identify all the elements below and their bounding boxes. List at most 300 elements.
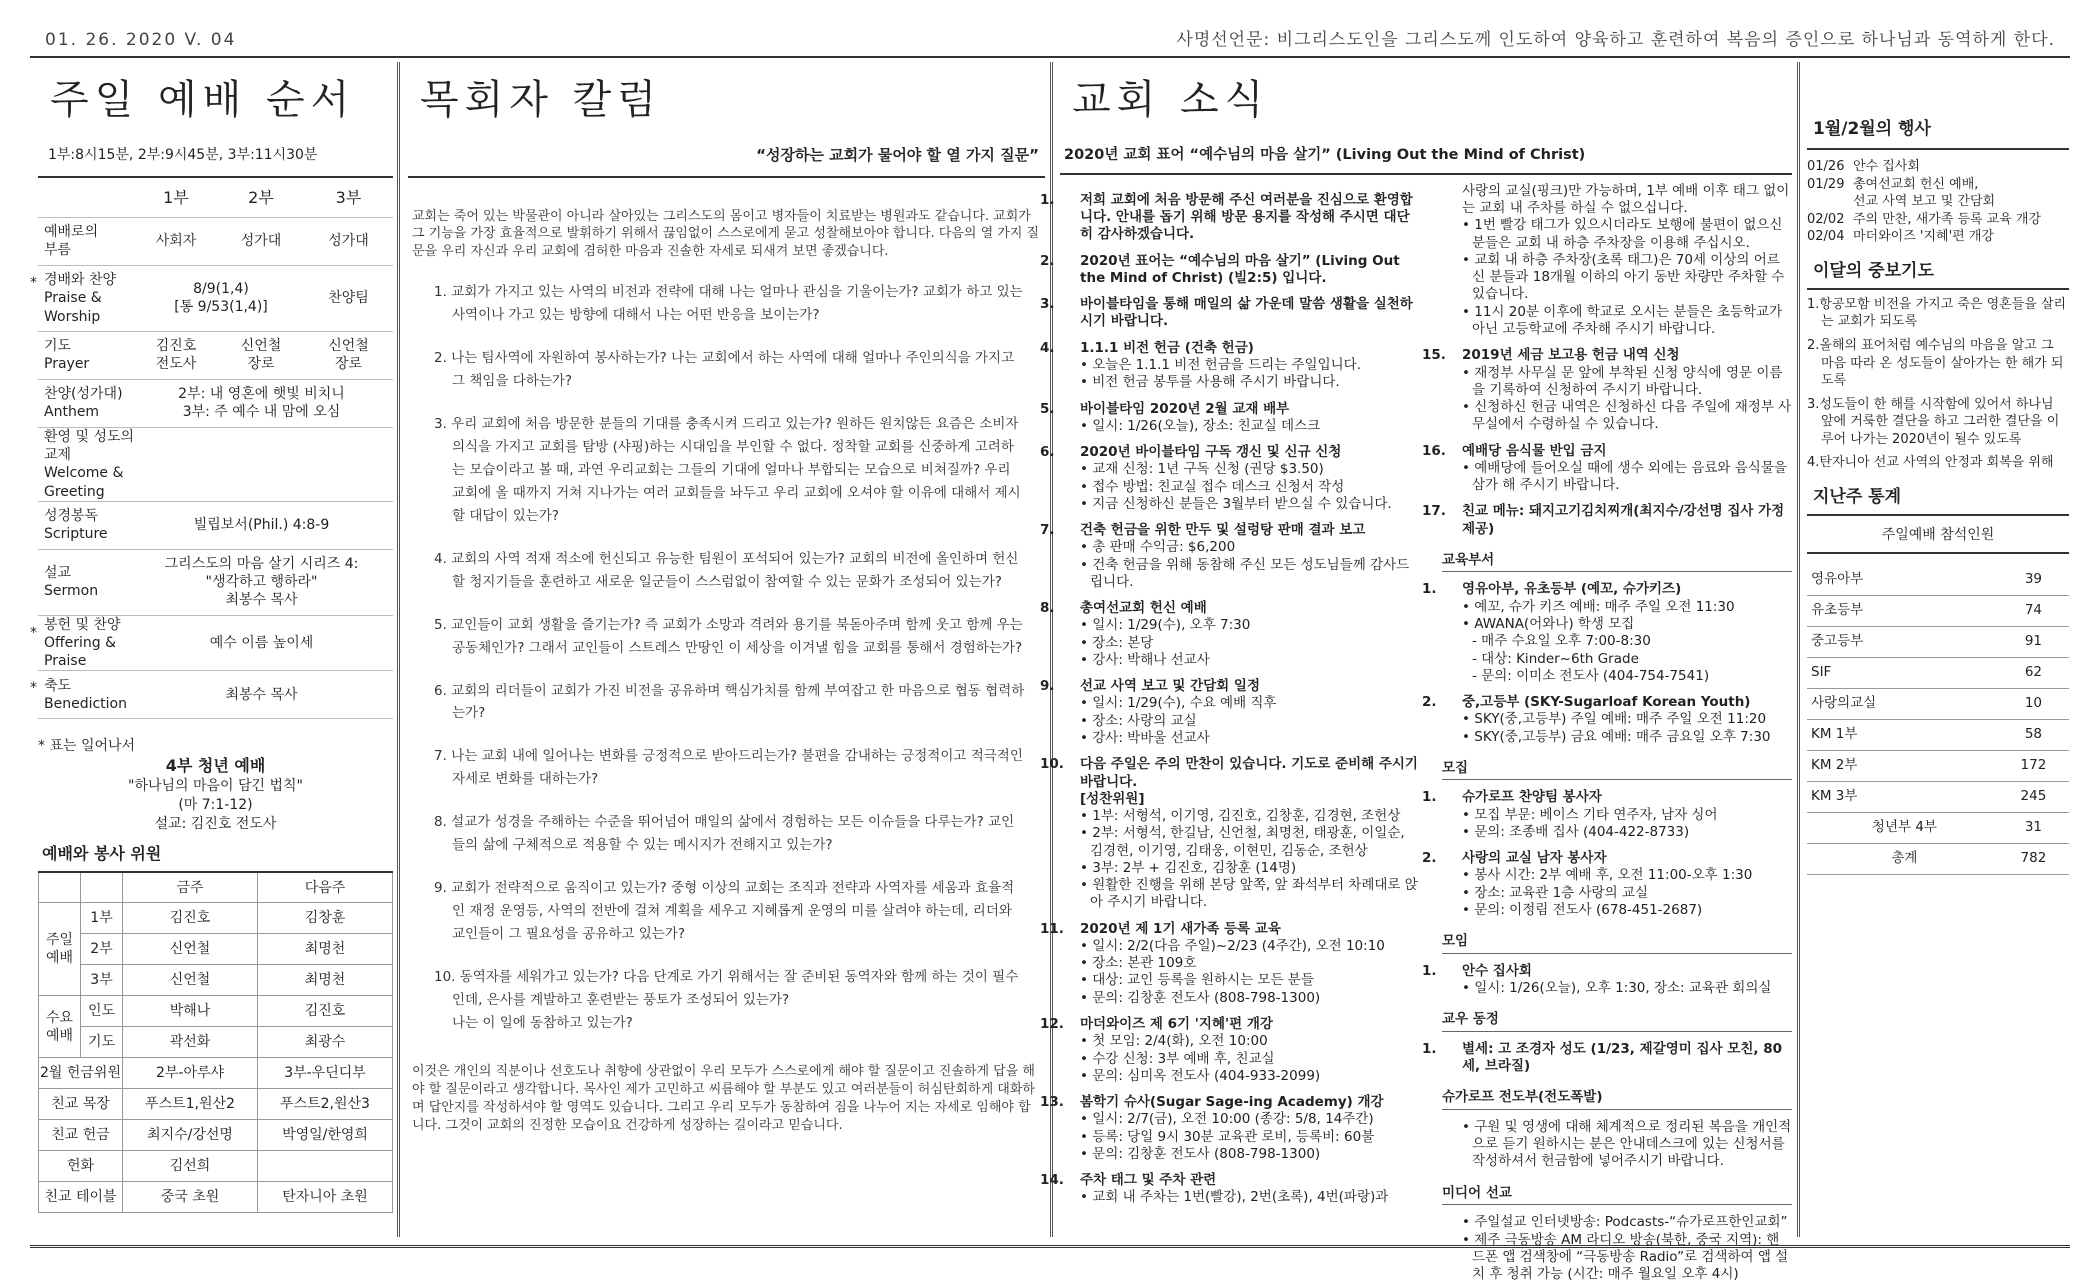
worship-title: 주일 예배 순서: [50, 77, 356, 123]
youth-service: [38, 755, 393, 834]
volunteer-role: 친교 테이블: [39, 1182, 123, 1213]
news-item-heading: [1422, 503, 1792, 538]
news-item-line: • 교회 내 하층 주차장(초록 태그)은 70세 이상의 어르신 분들과 18개월 이하의 아기 동반 차량만 주차할 수 있습니다.: [1462, 251, 1785, 303]
stats-row: [1807, 781, 2069, 812]
news-item: [1422, 962, 1792, 998]
order-value: 예수 이름 높이세: [209, 634, 314, 651]
news-item-line: • 문의: 조종배 집사 (404-422-8733): [1462, 823, 1690, 840]
news-item-heading: [1422, 347, 1792, 364]
standing-note: * 표는 일어나서: [38, 738, 136, 755]
order-label: 기도 Prayer: [44, 338, 90, 373]
stats-row: [1807, 719, 2069, 750]
this-week-header: 금주: [123, 872, 258, 903]
news-item-number: 11.: [1040, 920, 1064, 937]
news-left-list: [1040, 183, 1420, 1283]
volunteer-next-week: 김진호: [258, 996, 393, 1027]
volunteer-this-week: 푸스트1,원산2: [123, 1089, 258, 1120]
news-item-body: [1060, 617, 1420, 669]
news-item-title: 별세: 고 조경자 성도 (1/23, 제갈영미 집사 모친, 80세, 브라질): [1462, 1040, 1782, 1075]
news-item-title: 총여선교회 헌신 예배: [1080, 600, 1207, 617]
volunteer-role: 3부: [81, 965, 123, 996]
news-item-heading: [1040, 444, 1420, 461]
news-item-title: 다음 주일은 주의 만찬이 있습니다. 기도로 준비해 주시기 바랍니다. [성찬위원]: [1080, 756, 1418, 807]
news-item-line: • 문의: 김창훈 전도사 (808-798-1300): [1080, 989, 1321, 1006]
news-item-line: • 일시: 2/7(금), 오전 10:00 (종강: 5/8, 14주간): [1080, 1111, 1374, 1128]
news-item: [1040, 339, 1420, 392]
news-item-number: 1.: [1422, 581, 1437, 598]
stats-label: KM 2부: [1807, 750, 1998, 781]
stats-label: 중고등부: [1807, 626, 1998, 657]
event-text: 안수 집사회: [1853, 159, 1920, 175]
news-item-title: 2020년 바이블타임 구독 갱신 및 신규 신청: [1080, 444, 1342, 461]
news-item-heading: [1040, 1016, 1420, 1033]
prayer-item: 4.탄자니아 선교 사역의 안정과 회복을 위해: [1807, 455, 2054, 471]
order-row: [38, 550, 393, 616]
news-item-body: [1060, 1033, 1420, 1085]
stats-row: [1807, 657, 2069, 688]
column-intro: 교회는 죽어 있는 박물관이 아니라 살아있는 그리스도의 몸이고 병자들이 치료받는 병원과도 같습니다. 교회가 그 기능을 가장 효율적으로 발휘하기 위해서 끊임없이 스스로에게 묻고 성찰해보아야 합니다. 다음의 열 가지 질문을 우리 자신과 우리 교회에 겸허한 마음과 진솔한 자세로 되새겨 보면 좋겠습니다.: [412, 208, 1040, 260]
news-item-body: [1442, 711, 1792, 746]
news-item-title: 바이블타임 2020년 2월 교재 배부: [1080, 400, 1290, 417]
news-item-number: 1.: [1040, 191, 1055, 208]
volunteer-role: 2월 헌금위원: [39, 1058, 123, 1089]
event-date: 02/02: [1807, 211, 1845, 227]
volunteer-next-week: 최명천: [258, 965, 393, 996]
news-item-line: • 문의: 김창훈 전도사 (808-798-1300): [1080, 1145, 1321, 1162]
event-item: [1807, 211, 2069, 229]
stats-header: 주일예배 참석인원: [1807, 516, 2069, 554]
news-item-line: • 주일설교 인터넷방송: Podcasts-“슈가로프한인교회”: [1462, 1214, 1788, 1231]
news-item-line: - 매주 수요일 오후 7:00-8:30: [1472, 633, 1651, 650]
member-news-title: 교우 동정: [1442, 1011, 1792, 1032]
news-item-line: - 대상: Kinder~6th Grade: [1472, 650, 1639, 667]
news-item-heading: [1040, 920, 1420, 938]
service-1-header: 1부: [163, 188, 189, 208]
news-item-title: 사랑의 교실 남자 봉사자: [1462, 850, 1607, 867]
order-row: [38, 502, 393, 550]
news-item-line: • 장소: 본관 109호: [1080, 955, 1197, 972]
news-item-line: • 강사: 박바울 선교사: [1080, 730, 1210, 747]
news-item-heading: [1422, 694, 1792, 711]
column-outro: 이것은 개인의 직분이나 선호도나 취향에 상관없이 우리 모두가 스스로에게 해야 할 질문이고 진솔하게 답을 해야 할 질문이라고 생각합니다. 목사인 제가 고민하고 씨름해야 할 부분도 있고 여러분들이 허심탄회하게 대화하며 답안지를 작성하셔야 할 영역도 있습니다. 그리고 우리 모두가 동참하여 짐을 나누어 지는 자세로 임해야 합니다. 그것이 교회의 진정한 모습이요 건강하게 성장하는 길이라고 믿습니다.: [412, 1063, 1035, 1133]
news-item: [1040, 600, 1420, 669]
volunteer-role: 1부: [81, 903, 123, 934]
order-value: 그리스도의 마음 살기 시리즈 4: "생각하고 행하라" 최봉수 목사: [164, 555, 359, 609]
news-item-number: 1.: [1422, 1040, 1437, 1057]
issue-date: 01. 26. 2020 V. 04: [45, 30, 237, 50]
order-value: 김진호 전도사: [155, 338, 197, 373]
order-row: [38, 380, 393, 428]
news-item-body: [1060, 808, 1420, 912]
volunteers-header-row: [39, 872, 393, 903]
meeting-title: 모임: [1442, 933, 1792, 954]
volunteer-next-week: 푸스트2,원산3: [258, 1089, 393, 1120]
order-value: 신언철 장로: [240, 338, 282, 373]
news-item-number: 4.: [1040, 339, 1055, 356]
news-item-line: • 문의: 이정림 전도사 (678-451-2687): [1462, 901, 1703, 918]
news-item-line: • 일시: 1/26(오늘), 오후 1:30, 장소: 교육관 회의실: [1462, 980, 1772, 997]
stats-value: 74: [1998, 595, 2069, 626]
volunteer-this-week: 최지수/강선명: [123, 1120, 258, 1151]
recruit-title: 모집: [1442, 760, 1792, 781]
volunteer-row: [39, 965, 393, 996]
worship-order-header: [38, 178, 393, 218]
news-item-number: 8.: [1040, 600, 1055, 617]
volunteer-group: 수요 예배: [39, 996, 81, 1058]
order-label: 찬양(성가대) Anthem: [44, 386, 123, 421]
news-item-heading: [1422, 581, 1792, 598]
news-item-title: 저희 교회에 처음 방문해 주신 여러분을 진심으로 환영합니다. 안내를 돕기 위해 방문 용지를 작성해 주시면 대단히 감사하겠습니다.: [1080, 191, 1413, 243]
news-item-line: • AWANA(어와나) 학생 모집: [1462, 615, 1635, 632]
news-item-line: • 모집 부문: 베이스 기타 연주자, 남자 싱어: [1462, 806, 1718, 823]
news-item-body: [1060, 418, 1420, 435]
stats-value: 10: [1998, 688, 2069, 719]
news-item-heading: [1422, 850, 1792, 867]
news-item-number: 15.: [1422, 347, 1446, 364]
news-item-body: [1060, 357, 1420, 392]
news-item-line: • 장소: 교육관 1층 사랑의 교실: [1462, 884, 1649, 901]
stats-value: 62: [1998, 657, 2069, 688]
news-item-title: 안수 집사회: [1462, 962, 1532, 979]
news-item-body: [1442, 980, 1792, 997]
news-item-line: • 신청하신 헌금 내역은 신청하신 다음 주일에 재정부 사무실에서 수령하실 수 있습니다.: [1462, 399, 1792, 433]
volunteer-this-week: 곽선화: [123, 1027, 258, 1058]
news-item: [1040, 191, 1420, 244]
news-item-line: • 일시: 1/26(오늘), 장소: 친교실 데스크: [1080, 417, 1321, 434]
news-item-title: 마더와이즈 제 6기 '지혜'편 개강: [1080, 1016, 1273, 1032]
prayer-item: 2.올해의 표어처럼 예수님의 마음을 알고 그 마음 따라 온 성도들이 살아가는 한 해가 되도록: [1807, 338, 2064, 389]
stats-row: [1807, 595, 2069, 626]
volunteer-next-week: [258, 1151, 393, 1182]
news-item-body: [1442, 867, 1792, 919]
event-date: 01/29: [1807, 176, 1845, 192]
news-item-number: 5.: [1040, 400, 1055, 417]
order-value: 성가대: [240, 233, 282, 250]
volunteer-next-week: 최명천: [258, 934, 393, 965]
news-item-line: • 교회 내 주차는 1번(빨강), 2번(초록), 4번(파랑)과: [1080, 1189, 1389, 1206]
news-item-line: • 지금 신청하신 분들은 3월부터 받으실 수 있습니다.: [1080, 495, 1392, 512]
volunteer-this-week: 김선희: [123, 1151, 258, 1182]
news-item-title: 2020년 제 1기 새가족 등록 교육: [1080, 920, 1281, 937]
event-date: 01/26: [1807, 159, 1845, 175]
prayer-list: [1807, 296, 2069, 472]
news-item-heading: [1040, 756, 1420, 808]
news-item-heading: [1422, 1040, 1792, 1076]
volunteer-next-week: 박영일/한영희: [258, 1120, 393, 1151]
news-item: [1422, 789, 1792, 841]
news-item: [1040, 920, 1420, 1007]
event-item: [1807, 158, 2069, 176]
pastor-column-title: 목회자 칼럼: [420, 77, 662, 123]
service-2-header: 2부: [248, 188, 274, 208]
order-label: 축도 Benediction: [44, 677, 127, 712]
volunteer-next-week: 김창훈: [258, 903, 393, 934]
volunteer-role: 2부: [81, 934, 123, 965]
news-item-number: 1.: [1422, 962, 1437, 979]
news-item: [1040, 1172, 1420, 1207]
news-item-title: 중,고등부 (SKY-Sugarloaf Korean Youth): [1462, 694, 1751, 711]
news-item-line: • 재정부 사무실 문 앞에 부착된 신청 양식에 영문 이름을 기록하여 신청하여 주시기 바랍니다.: [1462, 364, 1783, 398]
volunteer-row: [39, 934, 393, 965]
stats-row: [1807, 688, 2069, 719]
stats-label: 영유아부: [1807, 564, 1998, 595]
news-item: [1422, 442, 1792, 495]
volunteer-role: 기도: [81, 1027, 123, 1058]
news-item-title: 봄학기 슈사(Sugar Sage-ing Academy) 개강: [1080, 1094, 1384, 1111]
news-item-number: 7.: [1040, 522, 1055, 539]
volunteer-this-week: 신언철: [123, 934, 258, 965]
column-divider: [397, 62, 400, 1237]
volunteer-next-week: 3부-우딘디부: [258, 1058, 393, 1089]
news-item-body: [1442, 460, 1792, 495]
volunteer-role: 헌화: [39, 1151, 123, 1182]
news-item-line: • 등록: 당일 9시 30분 교육관 로비, 등록비: 60불: [1080, 1128, 1375, 1145]
sidebar-column: [1807, 66, 2069, 1241]
order-value: 최봉수 목사: [225, 686, 298, 703]
volunteer-this-week: 김진호: [123, 903, 258, 934]
volunteer-group: 주일 예배: [39, 903, 81, 996]
news-item-title: 바이블타임을 통해 매일의 삶 가운데 말씀 생활을 실천하시기 바랍니다.: [1080, 296, 1413, 330]
youth-sermon-verse: (마 7:1-12): [178, 797, 253, 814]
church-motto: 2020년 교회 표어 “예수님의 마음 살기” (Living Out the Mind of Christ): [1060, 126, 1792, 175]
news-item-heading: [1422, 442, 1792, 460]
stats-label: KM 1부: [1807, 719, 1998, 750]
order-row: [38, 332, 393, 380]
news-item-title: 친교 메뉴: 돼지고기김치찌개(최지수/강선명 집사 가정 제공): [1462, 503, 1785, 537]
news-item-heading: [1422, 962, 1792, 980]
stats-row: [1807, 750, 2069, 781]
news-item-line: • 첫 모임: 2/4(화), 오전 10:00: [1080, 1033, 1268, 1050]
events-list: [1807, 150, 2069, 246]
event-date: 02/04: [1807, 229, 1845, 245]
stats-label: 유초등부: [1807, 595, 1998, 626]
volunteers-table: [38, 871, 393, 1214]
news-item-number: 17.: [1422, 503, 1446, 520]
news-item-line: • 접수 방법: 친교실 접수 데스크 신청서 작성: [1080, 478, 1345, 495]
stats-label: KM 3부: [1807, 781, 1998, 812]
news-item-body: [1060, 695, 1420, 747]
news-item-body: [1442, 807, 1792, 842]
volunteer-next-week: 최광수: [258, 1027, 393, 1058]
news-item: [1422, 1040, 1792, 1076]
news-item-body: [1060, 938, 1420, 1007]
news-item-heading: [1040, 1094, 1420, 1111]
volunteer-role: 친교 헌금: [39, 1120, 123, 1151]
stats-value: 31: [1998, 812, 2069, 843]
news-item-number: 2.: [1422, 694, 1437, 711]
news-item-line: • 오늘은 1.1.1 비전 헌금을 드리는 주일입니다.: [1080, 356, 1362, 373]
news-item-number: 12.: [1040, 1016, 1064, 1032]
news-item: [1040, 252, 1420, 288]
next-week-header: 다음주: [258, 872, 393, 903]
column-divider: [1050, 62, 1053, 1237]
news-item-title: 주차 태그 및 주차 관련: [1080, 1172, 1217, 1189]
news-item-body: [1442, 599, 1792, 685]
news-item-title: 영유아부, 유초등부 (예꼬, 슈가키즈): [1462, 581, 1682, 598]
news-item-line: • 일시: 2/2(다음 주일)~2/23 (4주간), 오전 10:10: [1080, 937, 1385, 954]
evangelism-title: 슈가로프 전도부(전도폭발): [1442, 1089, 1792, 1110]
news-item-title: 슈가로프 찬양팀 봉사자: [1462, 789, 1602, 806]
news-item-line: • 강사: 박해나 선교사: [1080, 651, 1210, 668]
news-item-line: • SKY(중,고등부) 금요 예배: 매주 금요일 오후 7:30: [1462, 728, 1771, 745]
volunteer-role: 인도: [81, 996, 123, 1027]
volunteer-row: [39, 1151, 393, 1182]
event-text: 마더와이즈 '지혜'편 개강: [1853, 229, 1994, 245]
parking-continued: [1442, 183, 1792, 338]
youth-sermon-title: "하나님의 마음이 담긴 법칙": [128, 778, 303, 795]
news-item: [1040, 1094, 1420, 1163]
stats-value: 172: [1998, 750, 2069, 781]
news-item: [1422, 850, 1792, 919]
stats-row: [1807, 812, 2069, 843]
news-item-number: 16.: [1422, 442, 1446, 459]
stats-label: 청년부 4부: [1807, 812, 1998, 843]
column-question: 2. 나는 팀사역에 자원하여 봉사하는가? 나는 교회에서 하는 사역에 대해 얼마나 주인의식을 가지고 그 책임을 다하는가?: [434, 350, 1015, 390]
news-item-line: • SKY(중,고등부) 주일 예배: 매주 주일 오전 11:20: [1462, 711, 1767, 728]
column-question: 7. 나는 교회 내에 일어나는 변화를 긍정적으로 받아드리는가? 불편을 감내하는 긍정적이고 적극적인 자세로 변화를 대하는가?: [434, 748, 1023, 788]
news-item-line: • 예꼬, 슈가 키즈 예배: 매주 주일 오전 11:30: [1462, 598, 1735, 615]
news-item-number: 2.: [1422, 850, 1437, 867]
column-question: 1. 교회가 가지고 있는 사역의 비전과 전략에 대해 나는 얼마나 관심을 기울이는가? 교회가 하고 있는 사역이나 가고 있는 방향에 대해서 나는 어떤 반응을 보이는가?: [434, 284, 1023, 324]
volunteer-row: [39, 996, 393, 1027]
news-item-number: 6.: [1040, 444, 1055, 461]
order-label: 성경봉독 Scripture: [44, 508, 108, 543]
news-item-heading: [1040, 191, 1420, 244]
worship-column: [30, 66, 393, 1241]
pastor-column-subtitle: “성장하는 교회가 물어야 할 열 가지 질문”: [408, 126, 1045, 178]
news-item-line: • 1부: 서형석, 이기영, 김진호, 김창훈, 김경현, 조헌상: [1080, 808, 1401, 825]
news-item-line: • 일시: 1/29(수), 수요 예배 직후: [1080, 695, 1277, 712]
standing-mark: *: [30, 624, 37, 641]
order-label: 봉헌 및 찬양 Offering & Praise: [44, 616, 121, 670]
order-label: 예배로의 부름: [44, 224, 99, 259]
stats-label: SIF: [1807, 657, 1998, 688]
order-value: 신언철 장로: [328, 338, 369, 373]
news-item-body: [1060, 1189, 1420, 1206]
order-label: 환영 및 성도의 교제 Welcome & Greeting: [44, 428, 135, 500]
news-item: [1422, 581, 1792, 685]
volunteer-this-week: 박해나: [123, 996, 258, 1027]
news-item-body: [1442, 365, 1792, 434]
column-question: 6. 교회의 리더들이 교회가 가진 비전을 공유하며 핵심가치를 함께 부여잡고 한 마음으로 협동 협력하는가?: [434, 682, 1025, 722]
volunteer-row: [39, 1182, 393, 1213]
order-value: 8/9(1,4) [통 9/53(1,4)]: [174, 281, 268, 316]
news-item-title: 2020년 표어는 “예수님의 마음 살기” (Living Out the Mind of Christ) (빌2:5) 입니다.: [1080, 252, 1400, 286]
news-item-number: 14.: [1040, 1172, 1064, 1189]
news-item-title: 2019년 세금 보고용 헌금 내역 신청: [1462, 347, 1680, 364]
news-column: [1040, 66, 1792, 1283]
education-title: 교육부서: [1442, 552, 1792, 573]
volunteer-row: [39, 1058, 393, 1089]
news-item-body: [1060, 461, 1420, 513]
volunteer-row: [39, 1089, 393, 1120]
column-question: 4. 교회의 사역 적재 적소에 헌신되고 유능한 팀원이 포석되어 있는가? 교회의 비전에 올인하며 헌신할 청지기들을 훈련하고 새로운 일군들이 스스럼없이 참여할 수 있는 문화가 조성되어 있는가?: [434, 550, 1019, 590]
news-item-number: 2.: [1040, 252, 1055, 269]
news-item-line: • 교재 신청: 1년 구독 신청 (권당 $3.50): [1080, 461, 1324, 478]
service-times: 1부:8시15분, 2부:9시45분, 3부:11시30분: [38, 126, 393, 178]
news-item-title: 1.1.1 비전 헌금 (건축 헌금): [1080, 339, 1254, 356]
news-item: [1422, 347, 1792, 433]
order-value: 찬양팀: [328, 290, 369, 307]
prayer-item: 3.성도들이 한 해를 시작함에 있어서 하나님 앞에 거룩한 결단을 하고 그러한 결단을 이루어 나가는 2020년이 될수 있도록: [1807, 396, 2060, 447]
volunteer-this-week: 2부-아루샤: [123, 1058, 258, 1089]
news-item-line: • 11시 20분 이후에 학교로 오시는 분들은 초등학교가 아닌 고등학교에 주차해 주시기 바랍니다.: [1462, 303, 1783, 337]
news-item: [1040, 678, 1420, 747]
order-label: 경배와 찬양 Praise & Worship: [44, 272, 117, 325]
column-questions: [408, 261, 1045, 1034]
column-divider: [1797, 62, 1800, 1237]
news-item-heading: [1422, 789, 1792, 806]
news-item-line: • 건축 헌금을 위해 동참해 주신 모든 성도님들께 감사드립니다.: [1080, 556, 1410, 590]
news-item: [1040, 522, 1420, 591]
stats-row: [1807, 626, 2069, 657]
event-text: 총여선교회 헌신 예배, 선교 사역 보고 및 간담회: [1853, 176, 1996, 210]
news-item: [1040, 296, 1420, 331]
news-item: [1040, 756, 1420, 911]
column-question: 3. 우리 교회에 처음 방문한 분들의 기대를 충족시켜 드리고 있는가? 원하든 원치않든 요즘은 소비자 의식을 가지고 교회를 탐방 (샤핑)하는 시대임을 부인할 수 없다. 정착할 교회를 신중하게 고려하는 모습이라고 볼 때, 과연 우리교회는 그들의 기대에 얼마나 부합되는 모습으로 비쳐질까? 우리 교회에 올 때까지 거쳐 지나가는 여러 교회들을 놔두고 우리 교회에 오셔야 할 이유에 대해서 제시할 대답이 있는가?: [434, 416, 1021, 524]
bottom-rule: [30, 1245, 2070, 1248]
news-title: 교회 소식: [1072, 77, 1270, 123]
news-item-title: 건축 헌금을 위한 만두 및 설렁탕 판매 결과 보고: [1080, 522, 1366, 539]
news-item-heading: [1040, 522, 1420, 539]
volunteer-this-week: 신언철: [123, 965, 258, 996]
mission-statement: 사명선언문: 비그리스도인을 그리스도께 인도하여 양육하고 훈련하여 복음의 증인으로 하나님과 동역하게 한다.: [1176, 30, 2055, 50]
order-row: [30, 671, 393, 719]
stats-value: 245: [1998, 781, 2069, 812]
order-value: 성가대: [328, 233, 369, 250]
top-bar: [30, 25, 2070, 55]
stats-row: [1807, 843, 2069, 874]
news-item-heading: [1040, 252, 1420, 288]
news-item-heading: [1040, 678, 1420, 695]
news-item-line: • 장소: 본당: [1080, 634, 1154, 651]
stats-label: 총계: [1807, 843, 1998, 874]
news-item-line: • 일시: 1/29(수), 오후 7:30: [1080, 617, 1251, 634]
news-item-line: • 문의: 심미옥 전도사 (404-933-2099): [1080, 1067, 1321, 1084]
volunteer-row: [39, 903, 393, 934]
news-item-body: [1060, 1111, 1420, 1163]
news-item-heading: [1040, 400, 1420, 418]
order-row: [30, 266, 393, 332]
news-item-line: • 대상: 교인 등록을 원하시는 모든 분들: [1080, 972, 1314, 989]
order-row: [38, 428, 393, 502]
news-item: [1040, 1016, 1420, 1085]
standing-mark: *: [30, 274, 37, 291]
column-question: 10. 동역자를 세워가고 있는가? 다음 단계로 가기 위해서는 잘 준비된 동역자와 함께 하는 것이 필수인데, 은사를 계발하고 훈련받는 풍토가 조성되어 있는가? 나는 이 일에 동참하고 있는가?: [434, 968, 1019, 1031]
volunteer-this-week: 중국 초원: [123, 1182, 258, 1213]
volunteer-row: [39, 1027, 393, 1058]
top-rule: [30, 56, 2070, 58]
stats-value: 58: [1998, 719, 2069, 750]
order-value: 사회자: [155, 233, 197, 250]
order-value: 2부: 내 영혼에 햇빛 비치니 3부: 주 예수 내 맘에 오심: [178, 386, 345, 421]
news-item-heading: [1040, 339, 1420, 357]
prayer-item: 1.항공모함 비전을 가지고 죽은 영혼들을 살리는 교회가 되도록: [1807, 296, 2067, 330]
stats-row: [1807, 564, 2069, 595]
news-item: [1040, 444, 1420, 513]
volunteers-title: 예배와 봉사 위원: [42, 844, 162, 864]
news-item-number: 3.: [1040, 296, 1055, 313]
news-item-line: • 예배당에 들어오실 때에 생수 외에는 음료와 음식물을 삼가 해 주시기 바랍니다.: [1462, 459, 1787, 494]
news-item-title: 예배당 음식물 반입 금지: [1462, 442, 1607, 459]
stats-value: 39: [1998, 564, 2069, 595]
news-item-body: [1060, 539, 1420, 591]
news-item-number: 1.: [1422, 789, 1437, 806]
events-title: 1월/2월의 행사: [1807, 66, 2069, 150]
news-item-line: • 제주 극동방송 AM 라디오 방송(북한, 중국 지역): 핸드폰 앱 검색창에 “극동방송 Radio”로 검색하여 앱 설치 후 청취 가능 (시간: 매주 월요일 오후 4시): [1462, 1231, 1789, 1283]
news-right-list: [1422, 182, 1792, 1283]
prayer-title: 이달의 중보기도: [1807, 246, 2069, 290]
